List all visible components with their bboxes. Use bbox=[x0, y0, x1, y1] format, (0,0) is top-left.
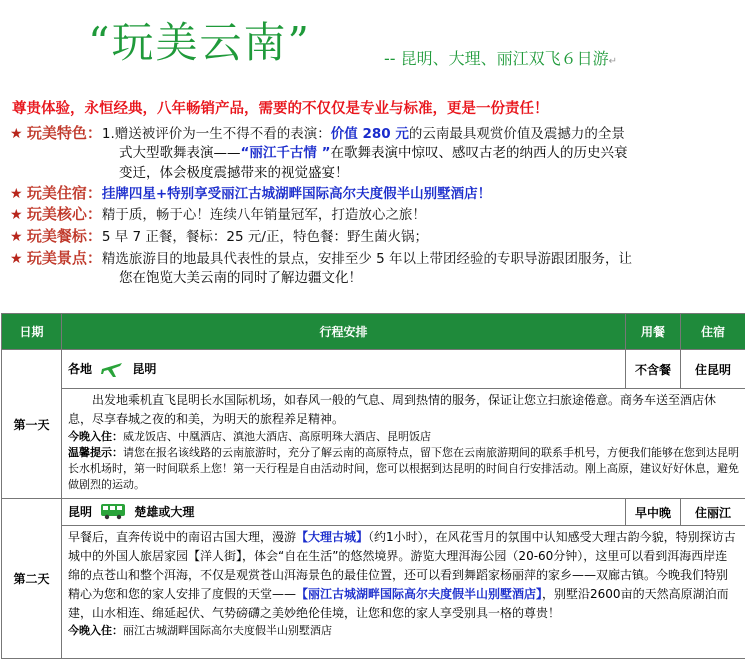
document-title: “玩美云南” bbox=[88, 18, 311, 67]
day1-label: 第一天 bbox=[2, 350, 62, 499]
header-date: 日期 bbox=[2, 314, 62, 350]
feature-label: 玩美餐标： bbox=[26, 227, 102, 245]
feature-label: 玩美特色： bbox=[26, 124, 102, 142]
day2-route-row bbox=[2, 499, 745, 526]
day1-route bbox=[62, 350, 626, 389]
feature-tese-line3: 变迁，体会极度震撼带来的视觉盛宴！ bbox=[119, 165, 349, 181]
header-stay: 住宿 bbox=[681, 314, 745, 350]
star-icon: ★ bbox=[10, 186, 23, 202]
slogan: 尊贵体验，永恒经典，八年畅销产品，需要的不仅仅是专业与标准，更是一份责任！ bbox=[12, 101, 549, 117]
desc-text: （约1小时），在风花雪月的氛围中认知感受大理古韵今貌，特别探访古城中的外国人旅居家园【洋人街】，体会“自在生活”的悠然境界。游览大理洱海公园（20-60分钟），这里可以看到洱海西岸连绵的点苍山和整个洱海，不仅是观赏苍山洱海景色的最佳位置，还可以看到舞蹈家杨丽萍的家乡——双廊古镇。今晚我们特别精心为您和您的家人安排了度假的天堂—— bbox=[68, 530, 736, 601]
day1-detail-row bbox=[2, 389, 745, 499]
day2-meal: 早中晚 bbox=[626, 499, 681, 526]
tip-label: 温馨提示： bbox=[68, 446, 123, 459]
dali-highlight: 【大理古城】 bbox=[296, 530, 369, 544]
day2-desc bbox=[68, 528, 739, 623]
day1-route-row bbox=[2, 350, 745, 389]
feature-jingdian-line2: 您在饱览大美云南的同时了解边疆文化！ bbox=[119, 270, 362, 286]
feature-label: 玩美景点： bbox=[26, 249, 102, 267]
star-icon: ★ bbox=[10, 251, 23, 267]
feature-jingdian bbox=[10, 248, 632, 269]
hotels-label: 今晚入住： bbox=[68, 430, 123, 443]
subtitle-text: -- 昆明、大理、丽江双飞６日游 bbox=[384, 49, 609, 68]
desc-text: 早餐后，直奔传说中的南诏古国大理，漫游 bbox=[68, 530, 297, 544]
feature-text: 式大型歌舞表演—— bbox=[119, 145, 241, 161]
price-highlight: 价值 280 元 bbox=[330, 126, 409, 142]
airplane-icon bbox=[100, 357, 124, 382]
day1-meal: 不含餐 bbox=[626, 350, 681, 389]
day2-stay: 住丽江 bbox=[681, 499, 745, 526]
route-from: 各地 bbox=[68, 361, 93, 376]
hotels-label: 今晚入住： bbox=[68, 624, 123, 637]
bus-icon bbox=[100, 502, 126, 523]
star-icon: ★ bbox=[10, 207, 23, 223]
day1-tip bbox=[68, 445, 739, 493]
tip-text: 请您在报名该线路的云南旅游时，充分了解云南的高原特点，留下您在云南旅游期间的联系手机号，方便我们能够在您到达昆明长水机场时，第一时间联系上您！第一天行程是自由活动时间，您可以根据到达昆明的时间自行安排活动。刚上高原，建议好好休息，避免做剧烈的运动。 bbox=[68, 446, 739, 491]
star-icon: ★ bbox=[10, 229, 23, 245]
feature-text: 在歌舞表演中惊叹、感叹古老的纳西人的历史兴衰 bbox=[330, 145, 628, 161]
hotel-highlight: 【丽江古城湖畔国际高尔夫度假半山别墅酒店】 bbox=[296, 587, 543, 601]
feature-label: 玩美住宿： bbox=[26, 184, 102, 202]
feature-tese-line2 bbox=[119, 143, 627, 163]
feature-text: 挂牌四星+特别享受丽江古城湖畔国际高尔夫度假半山别墅酒店！ bbox=[101, 186, 492, 202]
day2-detail bbox=[62, 526, 745, 659]
day1-hotels bbox=[68, 429, 739, 445]
day1-desc: 出发地乘机直飞昆明长水国际机场，如春风一般的气息、周到热情的服务，保证让您立扫旅途倦意。商务车送至酒店休息，尽享春城之夜的和美，为明天的旅程养足精神。 bbox=[68, 393, 717, 426]
day2-label: 第二天 bbox=[2, 499, 62, 659]
itinerary-table bbox=[1, 313, 745, 659]
feature-text: 5 早 7 正餐，餐标：25 元/正，特色餐：野生菌火锅； bbox=[101, 229, 428, 245]
feature-label: 玩美核心： bbox=[26, 205, 102, 223]
desc-text: ，别墅沿2600亩的天然高原湖泊而建，山水相连、绵延起伏、气势磅礴之美妙绝伦佳境，让您和您的家人享受别具一格的尊贵！ bbox=[68, 587, 729, 620]
hotels-text: 丽江古城湖畔国际高尔夫度假半山别墅酒店 bbox=[123, 624, 332, 637]
document-subtitle bbox=[384, 46, 617, 69]
feature-text: 1.赠送被评价为一生不得不看的表演： bbox=[101, 126, 331, 142]
feature-zhusu bbox=[10, 183, 491, 204]
route-to: 楚雄或大理 bbox=[134, 504, 195, 519]
day2-hotels bbox=[68, 623, 739, 639]
feature-canyin bbox=[10, 226, 428, 247]
paragraph-mark: ↵ bbox=[608, 56, 618, 67]
hotels-text: 威龙饭店、中凰酒店、滇池大酒店、高原明珠大酒店、昆明饭店 bbox=[123, 430, 431, 443]
feature-text: 精选旅游目的地最具代表性的景点，安排至少 5 年以上带团经验的专职导游跟团服务，让 bbox=[101, 251, 633, 267]
day2-detail-row bbox=[2, 526, 745, 659]
route-from: 昆明 bbox=[68, 504, 93, 519]
show-highlight: “丽江千古情 ” bbox=[240, 145, 331, 161]
header-meal: 用餐 bbox=[626, 314, 681, 350]
day1-detail bbox=[62, 389, 745, 499]
feature-tese bbox=[10, 123, 625, 144]
feature-text: 的云南最具观赏价值及震撼力的全景 bbox=[408, 126, 625, 142]
table-header-row bbox=[2, 314, 745, 350]
star-icon: ★ bbox=[10, 126, 23, 142]
feature-text: 精于质，畅于心！连续八年销量冠军，打造放心之旅！ bbox=[101, 207, 426, 223]
route-to: 昆明 bbox=[132, 361, 157, 376]
day2-route bbox=[62, 499, 626, 526]
day1-stay: 住昆明 bbox=[681, 350, 745, 389]
feature-hexin bbox=[10, 204, 426, 225]
header-itinerary: 行程安排 bbox=[62, 314, 626, 350]
